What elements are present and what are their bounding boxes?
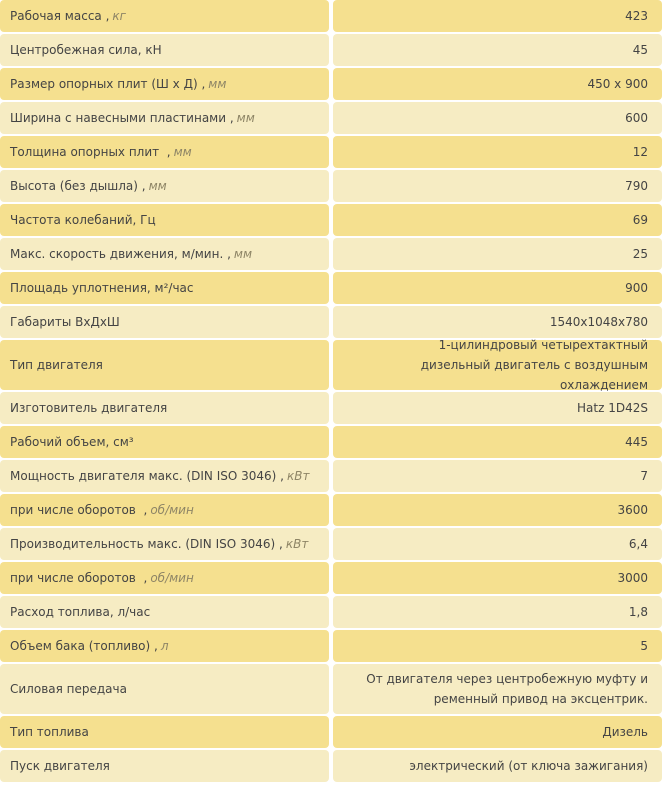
spec-value: 12 [632, 145, 648, 159]
spec-value-cell [333, 68, 662, 100]
spec-value: электрический (от ключа зажигания) [409, 759, 648, 773]
spec-value-cell [333, 170, 662, 202]
spec-unit: мм [208, 77, 227, 91]
spec-value-cell [333, 562, 662, 594]
spec-unit: об/мин [150, 571, 194, 585]
spec-unit: л [160, 639, 169, 653]
spec-label-cell [0, 664, 329, 714]
spec-label: Производительность макс. (DIN ISO 3046) [10, 537, 276, 551]
spec-label-cell [0, 750, 329, 782]
spec-value: 445 [625, 435, 648, 449]
spec-value: 45 [632, 43, 648, 57]
spec-value-cell [333, 34, 662, 66]
spec-value: 25 [632, 247, 648, 261]
spec-label-cell [0, 34, 329, 66]
spec-value-cell [333, 340, 662, 390]
spec-unit: мм [148, 179, 167, 193]
spec-label-cell: Объем бака (топливо) , л [0, 630, 329, 662]
spec-row [0, 750, 665, 782]
spec-unit: мм [236, 111, 255, 125]
spec-label: Габариты ВхДхШ [10, 315, 120, 329]
spec-value: 1-цилиндровый четырехтактный дизельный двигатель с воздушным охлаждением [420, 338, 648, 392]
spec-value-cell [333, 102, 662, 134]
spec-row [0, 0, 665, 32]
spec-unit: мм [233, 247, 253, 261]
spec-value-cell [333, 750, 662, 782]
spec-value: 1540x1048x780 [549, 315, 648, 329]
spec-row [0, 204, 665, 236]
spec-value: 5 [640, 639, 648, 653]
spec-row [0, 34, 665, 66]
spec-label-cell: Производительность макс. (DIN ISO 3046) , кВт [0, 528, 329, 560]
spec-label: Тип двигателя [10, 358, 103, 372]
spec-label-cell: Высота (без дышла) , мм [0, 170, 329, 202]
spec-value-cell [333, 204, 662, 236]
spec-value-cell [333, 630, 662, 662]
spec-value-cell [333, 0, 662, 32]
spec-label-cell [0, 340, 329, 390]
spec-value-cell [333, 306, 662, 338]
spec-value-cell [333, 136, 662, 168]
spec-row [0, 528, 665, 560]
spec-label: Расход топлива, л/час [10, 605, 151, 619]
spec-row [0, 716, 665, 748]
spec-label: Размер опорных плит (Ш х Д) [10, 77, 198, 91]
spec-value-cell [333, 664, 662, 714]
spec-unit: об/мин [150, 503, 194, 517]
spec-row [0, 562, 665, 594]
spec-label: Тип топлива [10, 725, 89, 739]
spec-label: Рабочий объем, см³ [10, 435, 134, 449]
spec-label-cell: Толщина опорных плит , мм [0, 136, 329, 168]
spec-row [0, 272, 665, 304]
spec-unit: кВт [285, 537, 309, 551]
spec-label-cell: Макс. скорость движения, м/мин. , мм [0, 238, 329, 270]
spec-value: 900 [625, 281, 648, 295]
spec-label-cell [0, 716, 329, 748]
spec-label: Изготовитель двигателя [10, 401, 168, 415]
spec-label-cell [0, 204, 329, 236]
spec-label: при числе оборотов [10, 571, 136, 585]
spec-label-cell [0, 392, 329, 424]
spec-row [0, 68, 665, 100]
spec-label: Толщина опорных плит [10, 145, 160, 159]
spec-unit: кг [112, 9, 126, 23]
spec-value: 6,4 [628, 537, 648, 551]
spec-label-cell: Размер опорных плит (Ш х Д) , мм [0, 68, 329, 100]
spec-value-cell [333, 426, 662, 458]
spec-value: 790 [625, 179, 648, 193]
spec-value: 450 х 900 [587, 77, 648, 91]
spec-row [0, 306, 665, 338]
spec-row [0, 170, 665, 202]
spec-label: Рабочая масса [10, 9, 102, 23]
spec-label-cell [0, 596, 329, 628]
spec-row [0, 596, 665, 628]
spec-label: Объем бака (топливо) [10, 639, 151, 653]
spec-value: Hatz 1D42S [577, 401, 648, 415]
spec-row [0, 664, 665, 714]
spec-label-cell: при числе оборотов , об/мин [0, 562, 329, 594]
spec-label: Площадь уплотнения, м²/час [10, 281, 194, 295]
spec-label-cell: Рабочая масса , кг [0, 0, 329, 32]
spec-label-cell [0, 306, 329, 338]
spec-value: 69 [632, 213, 648, 227]
spec-value: 3000 [617, 571, 648, 585]
spec-label: Центробежная сила, кН [10, 43, 162, 57]
spec-value-cell [333, 528, 662, 560]
spec-value: Дизель [602, 725, 648, 739]
spec-value-cell [333, 596, 662, 628]
spec-row [0, 460, 665, 492]
spec-value: 1,8 [628, 605, 648, 619]
spec-value-cell [333, 716, 662, 748]
spec-label: Пуск двигателя [10, 759, 110, 773]
spec-label-cell [0, 272, 329, 304]
spec-label: при числе оборотов [10, 503, 136, 517]
spec-row [0, 426, 665, 458]
spec-value: 600 [625, 111, 648, 125]
spec-label-cell: Мощность двигателя макс. (DIN ISO 3046) , кВт [0, 460, 329, 492]
spec-row [0, 494, 665, 526]
spec-label-cell [0, 426, 329, 458]
spec-value-cell [333, 272, 662, 304]
spec-label-cell: Ширина с навесными пластинами , мм [0, 102, 329, 134]
spec-unit: мм [173, 145, 192, 159]
spec-value-cell [333, 238, 662, 270]
spec-label: Высота (без дышла) [10, 179, 138, 193]
spec-label: Макс. скорость движения, м/мин. [10, 247, 224, 261]
spec-value: 423 [625, 9, 648, 23]
spec-row [0, 136, 665, 168]
spec-unit: кВт [286, 469, 310, 483]
spec-value: 7 [640, 469, 648, 483]
spec-row [0, 102, 665, 134]
spec-value-cell [333, 460, 662, 492]
spec-label: Ширина с навесными пластинами [10, 111, 227, 125]
spec-row [0, 238, 665, 270]
spec-row [0, 630, 665, 662]
spec-value-cell [333, 494, 662, 526]
spec-label-cell: при числе оборотов , об/мин [0, 494, 329, 526]
spec-label: Силовая передача [10, 682, 127, 696]
spec-label: Мощность двигателя макс. (DIN ISO 3046) [10, 469, 277, 483]
spec-value-cell [333, 392, 662, 424]
spec-row [0, 392, 665, 424]
spec-label: Частота колебаний, Гц [10, 213, 156, 227]
spec-value: От двигателя через центробежную муфту и ременный привод на эксцентрик. [366, 672, 648, 706]
spec-value: 3600 [617, 503, 648, 517]
spec-row [0, 340, 665, 390]
